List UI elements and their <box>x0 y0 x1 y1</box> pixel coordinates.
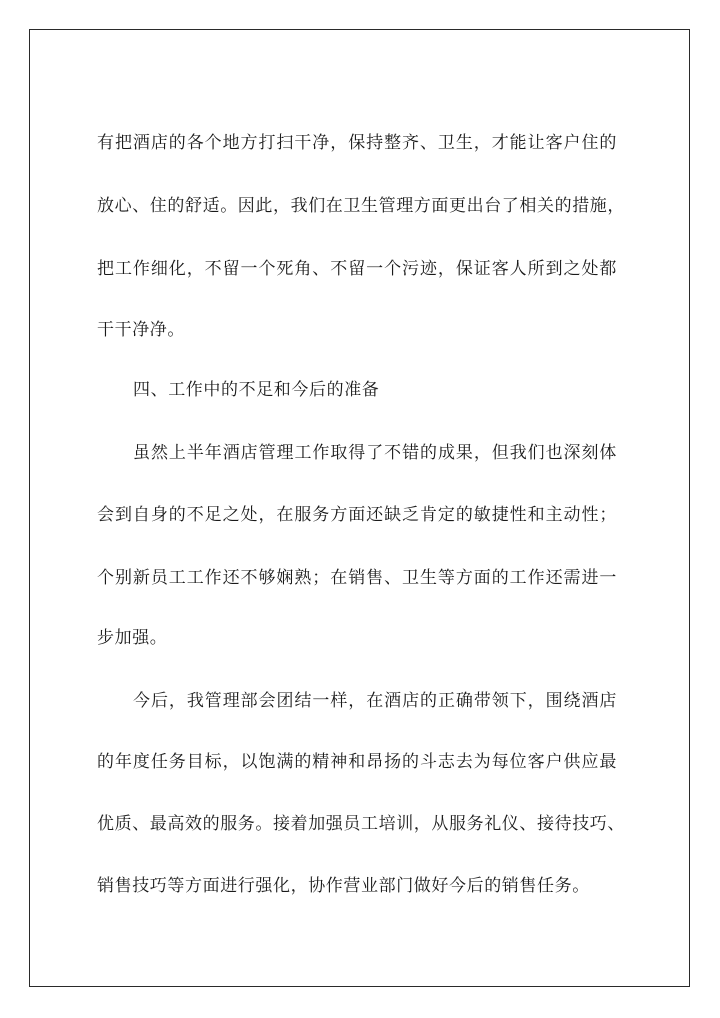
text-line: 把工作细化，不留一个死角、不留一个污迹，保证客人所到之处都 <box>97 259 617 279</box>
text-line: 销售技巧等方面进行强化，协作营业部门做好今后的销售任务。 <box>97 876 590 896</box>
text-line: 会到自身的不足之处，在服务方面还缺乏肯定的敏捷性和主动性； <box>97 505 617 525</box>
text-line: 放心、住的舒适。因此，我们在卫生管理方面更出台了相关的措施， <box>97 196 625 216</box>
text-line: 步加强。 <box>97 628 168 648</box>
text-line: 的年度任务目标，以饱满的精神和昂扬的斗志去为每位客户供应最 <box>97 752 617 772</box>
section-heading: 四、工作中的不足和今后的准备 <box>133 380 380 400</box>
text-line: 虽然上半年酒店管理工作取得了不错的成果，但我们也深刻体 <box>133 443 617 463</box>
text-line: 优质、最高效的服务。接着加强员工培训，从服务礼仪、接待技巧、 <box>97 814 625 834</box>
text-line: 今后，我管理部会团结一样，在酒店的正确带领下，围绕酒店 <box>133 691 617 711</box>
text-line: 干干净净。 <box>97 320 185 340</box>
text-line: 个别新员工工作还不够娴熟；在销售、卫生等方面的工作还需进一 <box>97 568 617 588</box>
text-line: 有把酒店的各个地方打扫干净，保持整齐、卫生，才能让客户住的 <box>97 133 617 153</box>
